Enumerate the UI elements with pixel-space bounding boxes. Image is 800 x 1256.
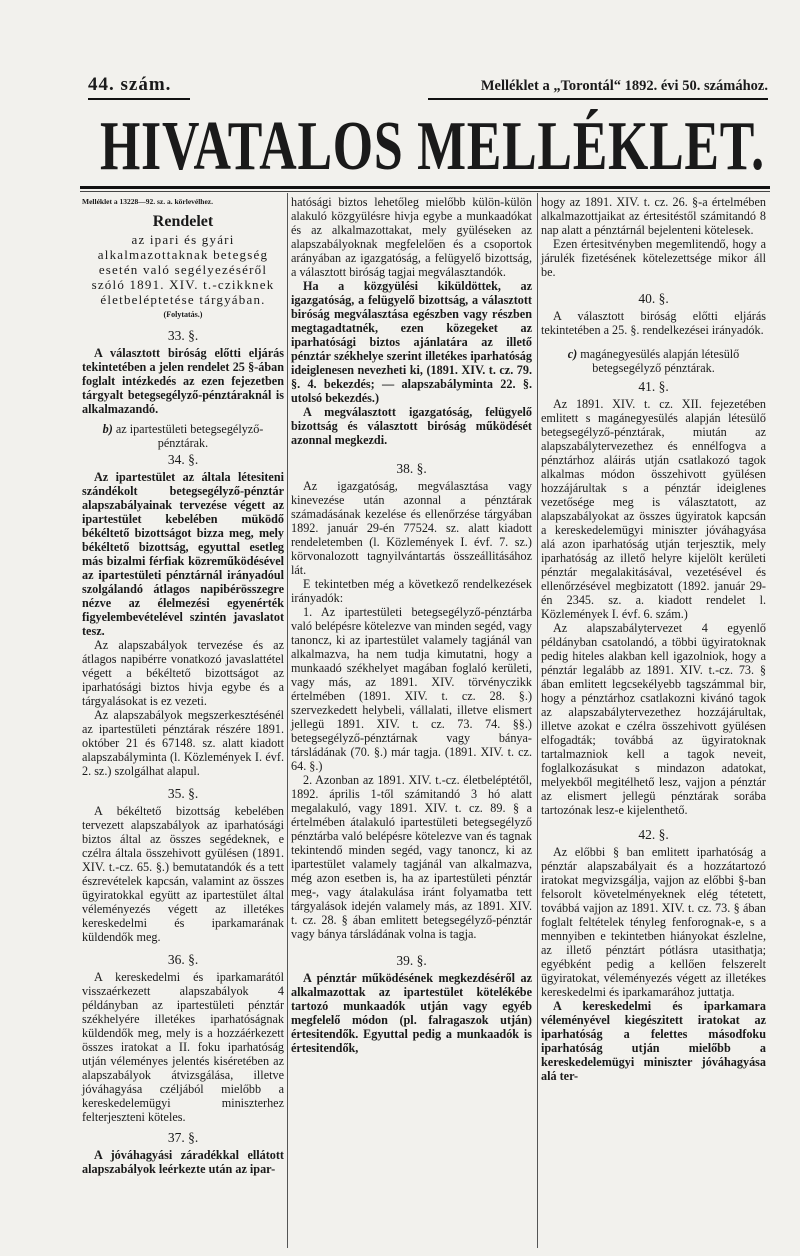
column-1 (82, 195, 284, 1176)
section-title: 40. §. (638, 291, 669, 306)
paragraph: A pénztár működésének megkezdéséről az alkalmazottak az ipartestület kötelékébe tartozó munkaadók utján vagy egyéb megfelelő módon (pl. falragaszok utján) értesitendők. Egyuttal pedig a munkaadók is értesitendők, (291, 971, 532, 1055)
subheading-text: az ipartestületi betegsegélyző-pénztárak. (115, 422, 264, 450)
section-title: 37. §. (167, 1130, 199, 1145)
masthead-rule-thin (80, 191, 770, 192)
paragraph: 1. Az ipartestületi betegsegélyző-pénztárba való belépésre kötelezve van minden segéd, vagy tanoncz, ki az ipartestület valamely tagjánál van alkalmazva, ha nem tudja kimutatni, hogy a munkaadó székhelyet magában foglaló kerületi, vagy más, az 1891. XIV. törvényczikk értelmében (1891. XIV. t. cz. 28. §.) szervezkedett helybeli, vállalati, illetve elismert jellegü 1891. XIV. t. cz. 73. 74. §§.) betegsegélyző-pénztárnak vagy bánya-társládának (70. §.) már tagja. (1891. XIV. t. cz. 64. §.) (291, 605, 532, 773)
section-title: 38. §. (396, 461, 427, 476)
paragraph: Az 1891. XIV. t. cz. XII. fejezetében emlitett s magánegyesülés alapján létesülő betegsegélyző-pénztárak, miután az alapszabálytervezethez és ennélfogva a pénztárhoz aláirás utján csatlakozó tagok alkalmas módon összehivott gyülésen hozzájárultak s a pénztár ideiglenes vezetősége meg is választatott, az alapszabályokat az összes ügyiratok kapcsán a kereskedelemügyi miniszter jóváhagyása alá azon iparhatóság utján terjesztik, mely iparhatóság az illető helyre kijelölt kerületi pénztár megalakitásával, vezetésével és ellenőrzésével megbizatott (1892. január 29-én 2345. sz. a. kiadott rendelet l. Közlemények I. évf. 6. szám.) (541, 397, 766, 621)
section-title: 35. §. (167, 786, 199, 801)
paragraph: 2. Azonban az 1891. XIV. t.-cz. életbeléptétől, 1892. április 1-től számitandó 3 hó alatt megalakuló, vagy 1891. XIV. t. cz. 89. § a értelmében átalakuló ipartestületi betegsegélyző pénztárba való belépésre kötelezve van és tagnak tekintendő minden segéd, vagy tanoncz, ki az ipartestület valamely tagjánál van alkalmazva, még azon esetben is, ha az ipartestületi pénztár meg-, vagy átalakulása iránt folyamatba tett tárgyalások idején valamely más, az 1891. XIV. t. cz. 28. § ában emlitett betegsegélyző-pénztár vagy bánya társládának volna is tagja. (291, 773, 532, 941)
section-title: 42. §. (638, 827, 669, 842)
subheading-text: magánegyesülés alapján létesülő betegsegélyző pénztárak. (580, 347, 740, 375)
column-divider (537, 193, 538, 1248)
subheading (82, 422, 284, 450)
paragraph: Az előbbi § ban emlitett iparhatóság a pénztár alapszabályait és a hozzátartozó iratokat megvizsgálja, vajjon az előbbi §-ban felsorolt követelményeknek elég tétetett, továbbá vajjon az 1891. XIV. t. cz. 73. § ában foglalt feltételek tényleg fenforognak-e, s a mennyiben e tekintetben hiányokat észlelne, az illető pénztárt pótlásra utasithatja; egyébként pedig a kellően felszerelt ügyiratokat, véleményezés végett az illetékes kereskedelmi és iparkamarához juttatja. (541, 845, 766, 999)
paragraph: Ha a közgyülési kiküldöttek, az igazgatóság, a felügyelő bizottság, a választott biróság megválasztása egészben vagy részben megtagadtatnék, ezen közegeket az iparhatósági biztos ajánlatára az illető pénztár székhelye szerint illetékes iparhatóság ideiglenesen nevezheti ki, (1891. XIV. t. cz. 79. §. 4. bekezdés; — alapszabályminta 22. §. utolsó bekezdés.) (291, 279, 532, 405)
supplement-line: Melléklet a „Torontál“ 1892. évi 50. számához. (428, 78, 768, 100)
article-heading: Rendelet (152, 213, 214, 230)
masthead-title: HIVATALOS MELLÉKLET. (100, 108, 765, 185)
column-3 (541, 195, 766, 1083)
article-subtitle: az ipari és gyári alkalmazottaknak betegség esetén való segélyezéséről szóló 1891. XIV. t.-czikknek életbeléptetése tárgyában. (91, 232, 275, 307)
masthead-rule (80, 186, 770, 189)
subheading-letter: b) (102, 422, 113, 436)
paragraph: Ezen értesitvényben megemlitendő, hogy a járulék fizetésének kötelezettsége mikor áll be. (541, 237, 766, 279)
paragraph: Az alapszabálytervezet 4 egyenlő példányban csatolandó, a többi ügyiratoknak pedig hiteles alakban kell igazolniok, hogy a pénztár legalább az 1891. XIV. t.-cz. 73. § ában emlitett legcsekélyebb tagszámmal bir, hogy a pénztárhoz csatlakozni kivánó tagok az alapszabálytervezethez hozzájárultak, illetve azokat e czélra összehivott gyülésen elfogadták; továbbá az ügyiratoknak tartalmazniok kell a tagok neveit, foglalkozásukat s mindazon adatokat, melyekből megitélhető lesz, vajjon a pénztár az elismert jellegü pénztárak sorába tartozónak lesz-e kijelenthető. (541, 621, 766, 817)
paragraph: A kereskedelmi és iparkamarától visszaérkezett alapszabályok 4 példányban az ipartestületi pénztár székhelyére illetékes iparhatóságnak küldendők meg, mely is a hozzáérkezett összes iratokat a II. foku iparhatóság utján véleményes jelentés kiséretében az alapszabályok átvizsgálása, illetve jóváhagyása czéljából mielőbb a kereskedelemügyi miniszterhez felterjeszteni köteles. (82, 970, 284, 1124)
paragraph: A választott biróság előtti eljárás tekintetében a jelen rendelet 25 §-ában foglalt intézkedés az ezen fejezetben tárgyalt betegsegélyző-pénztáraknál is alkalmazandó. (82, 346, 284, 416)
paragraph: E tekintetben még a következő rendelkezések irányadók: (291, 577, 532, 605)
subheading (541, 347, 766, 375)
section-title: 33. §. (167, 328, 199, 343)
paragraph: A jóváhagyási záradékkal ellátott alapszabályok leérkezte után az ipar- (82, 1148, 284, 1176)
column-2 (291, 195, 532, 1055)
paragraph: A kereskedelmi és iparkamara véleményével kiegészitett iratokat az iparhatóság a felettes másodfoku iparhatóság utján mielőbb a kereskedelemügyi miniszter jóváhagyása alá ter- (541, 999, 766, 1083)
section-title: 34. §. (167, 452, 199, 467)
paragraph: A békéltető bizottság kebelében tervezett alapszabályok az iparhatósági biztos által az összes segédeknek, e czélra általa összehivott gyülésen (1891. XIV. t.-cz. 65. §.) bemutatandók és a tett észrevételek kapcsán, valamint az összes ügyiratokkal együtt az ipartestület által véleményezés végett az illetékes kereskedelmi és iparkamarának küldendők meg. (82, 804, 284, 944)
paragraph: hogy az 1891. XIV. t. cz. 26. §-a értelmében alkalmazottjaikat az értesitéstől számitandó 8 nap alatt a pénztárnál bejelenteni kötelesek. (541, 195, 766, 237)
paragraph: A megválasztott igazgatóság, felügyelő bizottság és választott biróság működését azonnal megkezdi. (291, 405, 532, 447)
paragraph: Az alapszabályok tervezése és az átlagos napibérre vonatkozó javaslattétel végett a békéltető bizottságot az iparhatósági biztos hivja egybe és a tárgyalásokat is ez vezeti. (82, 638, 284, 708)
issue-number: 44. szám. (88, 74, 190, 100)
section-title: 36. §. (167, 952, 199, 967)
paragraph: Az igazgatóság, megválasztása vagy kinevezése után azonnal a pénztárak számadásának kezelése és ellenőrzése tárgyában 1892. január 29-én 77524. sz. alatt kiadott rendeletemben (l. Közlemények I. évf. 7. sz.) körvonalozott tagnyilvántartás összeállitásához lát. (291, 479, 532, 577)
column-divider (287, 193, 288, 1248)
continued-label: (Folytatás.) (163, 310, 203, 319)
reference-note: Melléklet a 13228—92. sz. a. körlevélhez. (82, 197, 214, 206)
paragraph: hatósági biztos lehetőleg mielőbb külön-külön alakuló közgyülésre hivja egybe a munkaadókat és az alkalmazottakat, mely gyüléseken az alapszabályoknak megfelelően és a csoportok arányában az igazgatóság, a felügyelő bizottság, a választott biróság tagjai megválasztandók. (291, 195, 532, 279)
paragraph: A választott biróság előtti eljárás tekintetében a 25. §. rendelkezései irányadók. (541, 309, 766, 337)
paragraph: Az alapszabályok megszerkesztésénél az ipartestületi pénztárak részére 1891. október 21 és 67148. sz. alatt kiadott alapszabályminta (l. Közlemények I. évf. 2. sz.) szolgálhat alapul. (82, 708, 284, 778)
section-title: 41. §. (638, 379, 669, 394)
subheading-letter: c) (567, 347, 578, 361)
section-title: 39. §. (396, 953, 427, 968)
paragraph: Az ipartestület az általa létesiteni szándékolt betegsegélyző-pénztár alapszabályainak tervezése végett az ipartestület kebelében müködő békéltető bizottságot bizza meg, mely békéltető bizottság, egyuttal esetleg más bizalmi férfiak közreműködésével az ipartestületi pénztárnál irányadóul szolgálandó átlagos napibérösszegre nézve az élelmezési egyenérték figyelembevételével szintén javaslatot tesz. (82, 470, 284, 638)
